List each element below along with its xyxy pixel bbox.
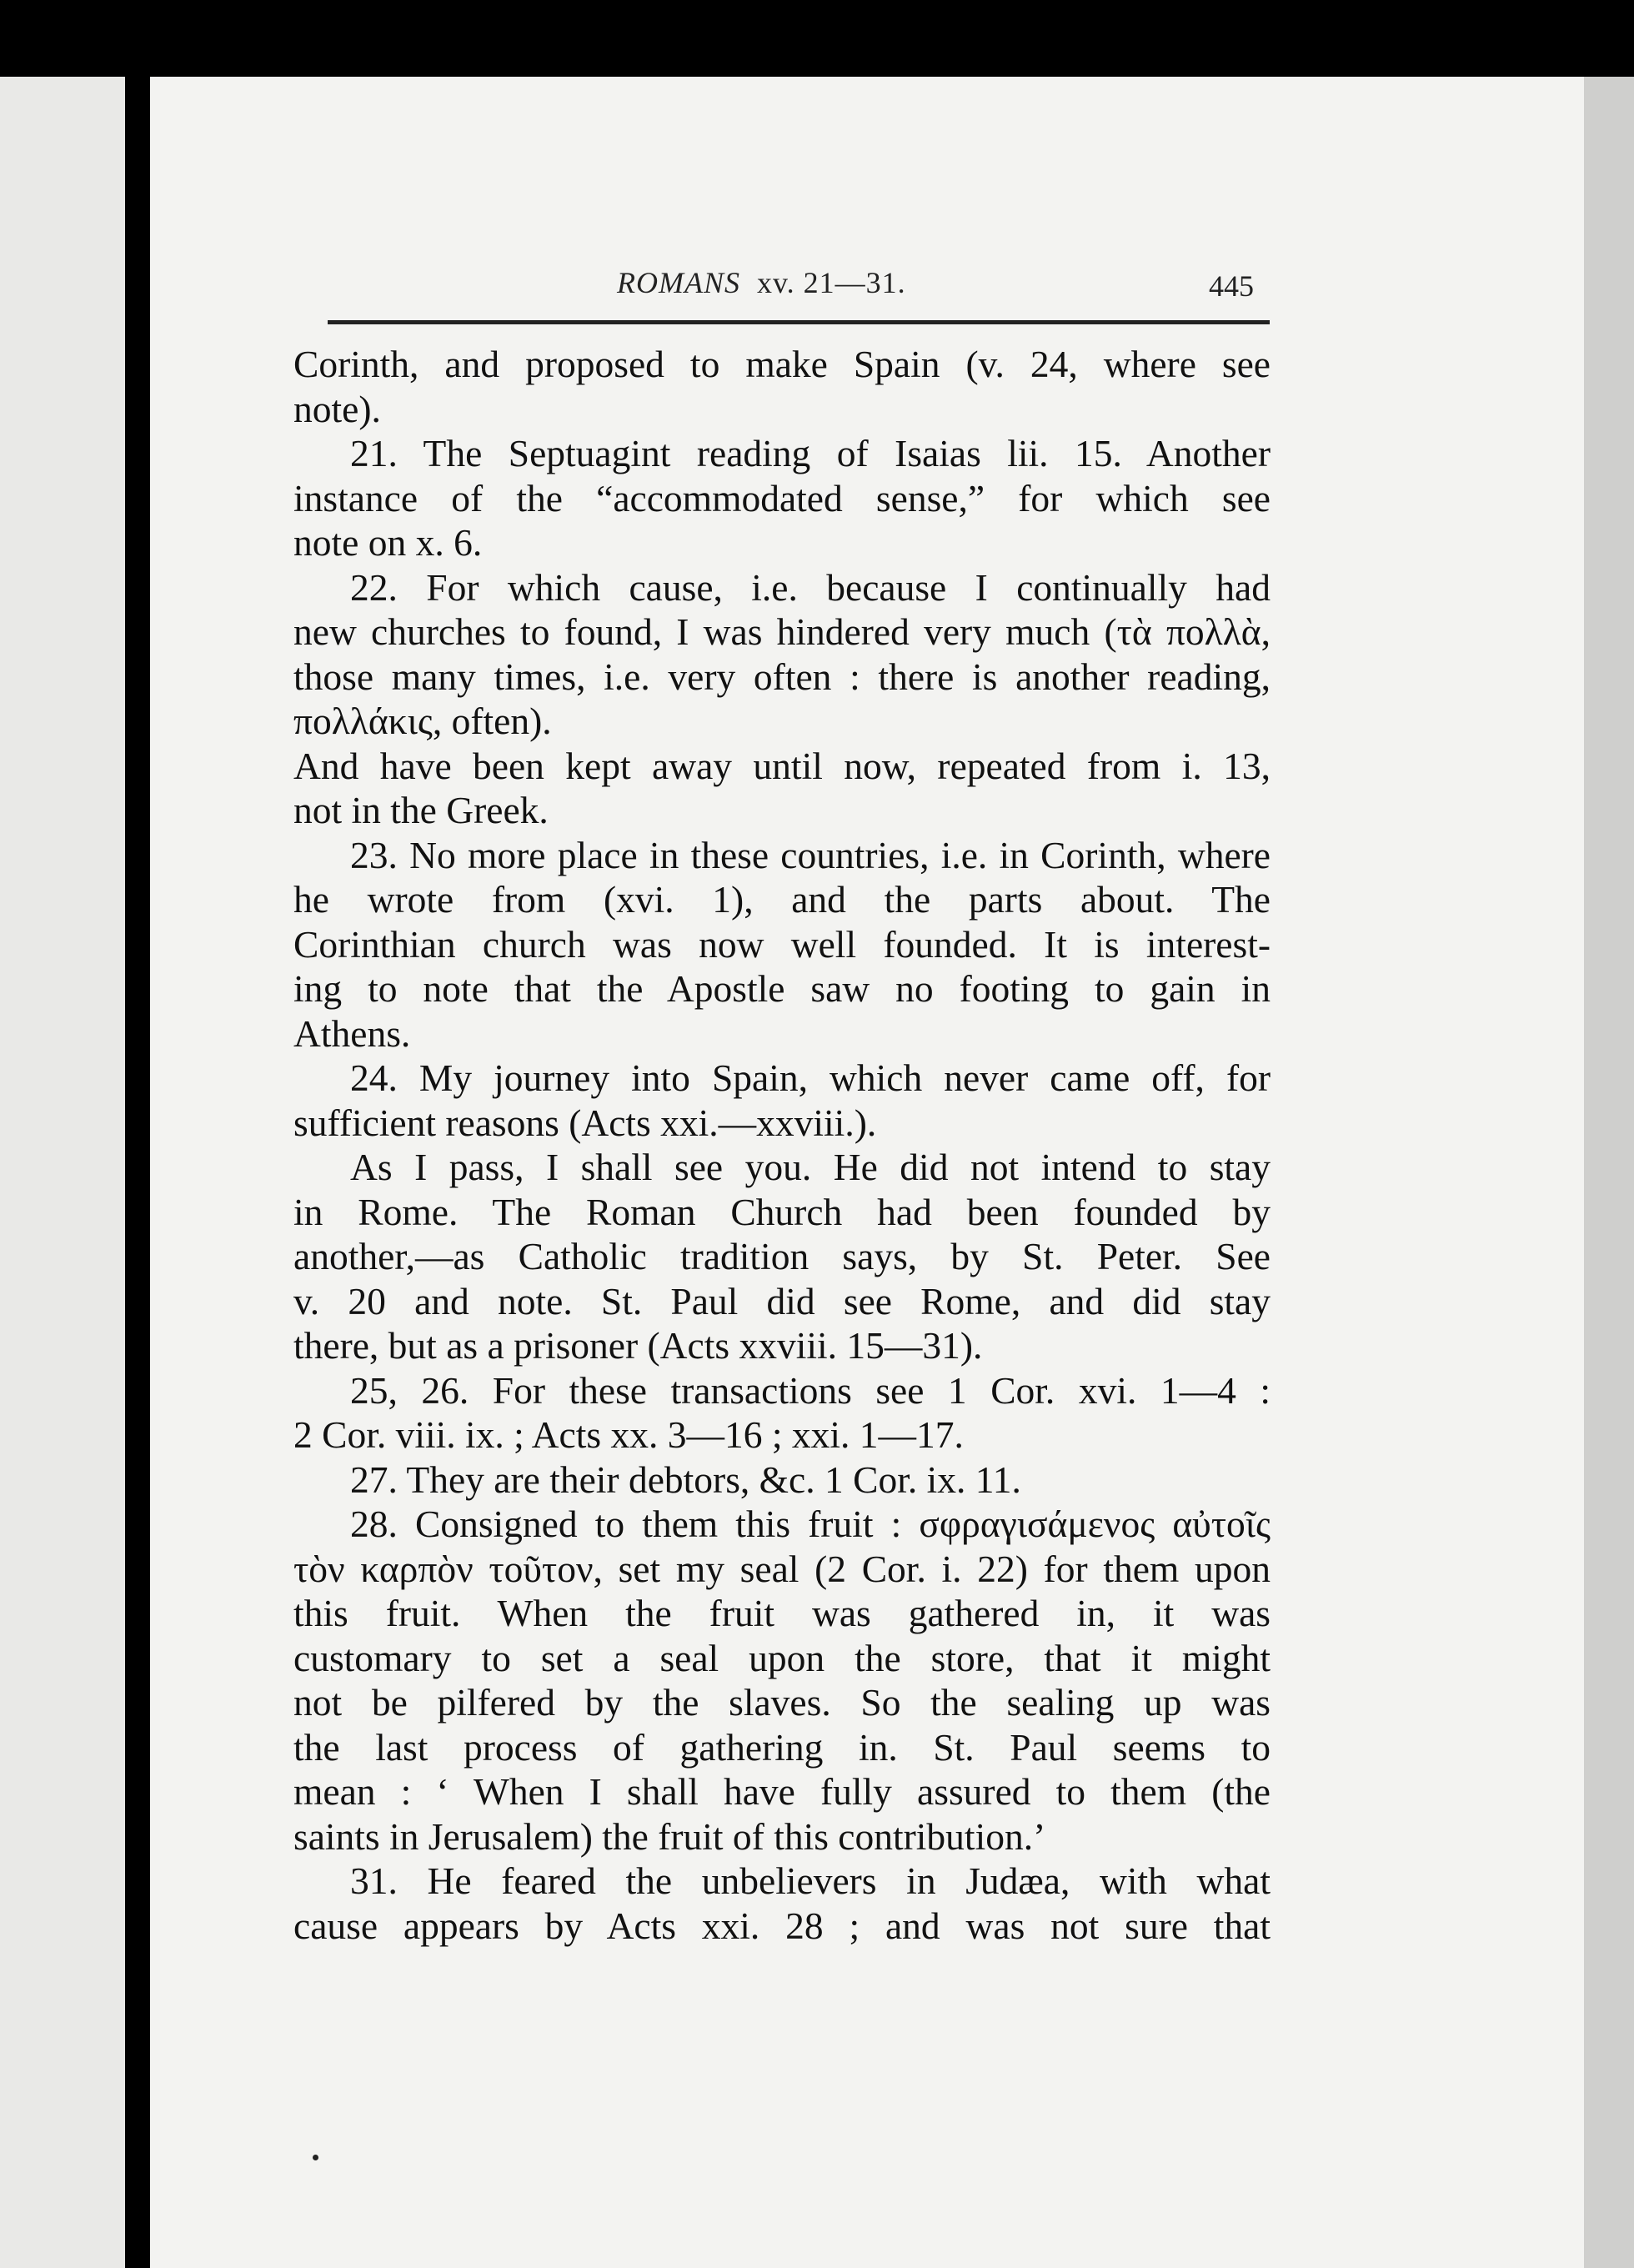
text-line: there, but as a prisoner (Acts xxviii. 15—31). [293, 1324, 983, 1367]
running-head-title [617, 265, 906, 300]
text-line: 23. No more place in these countries, i.e. in Corinth, where [350, 833, 1271, 876]
text-line: πολλάκις, often). [293, 700, 552, 742]
text-line: 27. They are their debtors, &c. 1 Cor. ix. 11. [350, 1458, 1021, 1501]
text-line: Corinthian church was now well founded. It is interest- [293, 922, 1271, 966]
text-line: mean : ‘ When I shall have fully assured to them (the [293, 1770, 1271, 1813]
text-line: note). [293, 387, 381, 430]
text-line: customary to set a seal upon the store, that it might [293, 1636, 1271, 1679]
text-line: 28. Consigned to them this fruit : σφραγισάμενος αὐτοῖς [350, 1503, 1271, 1545]
text-line: 31. He feared the unbelievers in Judæa, with what [350, 1859, 1271, 1902]
text-line: not be pilfered by the slaves. So the sealing up was [293, 1681, 1271, 1724]
text-line: those many times, i.e. very often : there is another reading, [293, 655, 1271, 698]
page-speck [313, 2155, 318, 2160]
text-line: cause appears by Acts xxi. 28 ; and was not sure that [293, 1904, 1271, 1947]
text-line: Corinth, and proposed to make Spain (v. 24, where see [293, 343, 1271, 385]
text-line: And have been kept away until now, repeated from i. 13, [293, 744, 1271, 787]
text-line: sufficient reasons (Acts xxi.—xxviii.). [293, 1101, 877, 1144]
text-line: v. 20 and note. St. Paul did see Rome, and did stay [293, 1279, 1271, 1322]
running-head [150, 265, 1584, 315]
text-line: he wrote from (xvi. 1), and the parts about. The [293, 878, 1271, 921]
text-line: ing to note that the Apostle saw no footing to gain in [293, 967, 1271, 1010]
text-line: another,—as Catholic tradition says, by St. Peter. See [293, 1235, 1271, 1277]
text-line: Athens. [293, 1011, 411, 1055]
text-line: 24. My journey into Spain, which never came off, for [350, 1056, 1271, 1099]
text-line: new churches to found, I was hindered very much (τὰ πολλὰ, [293, 610, 1271, 653]
chapter-range: xv. 21—31. [756, 266, 906, 299]
book-gutter [125, 77, 150, 2268]
scan-top-border [0, 0, 1634, 77]
text-line: saints in Jerusalem) the fruit of this contribution.’ [293, 1814, 1046, 1858]
text-line: 2 Cor. viii. ix. ; Acts xx. 3—16 ; xxi. 1—17. [293, 1413, 964, 1456]
book-title: ROMANS [617, 266, 740, 299]
text-line: 25, 26. For these transactions see 1 Cor. xvi. 1—4 : [350, 1368, 1271, 1412]
page-number: 445 [1209, 269, 1254, 303]
text-line: the last process of gathering in. St. Paul seems to [293, 1725, 1271, 1769]
commentary-text [293, 342, 1271, 1948]
page-right-edge [1584, 77, 1634, 2268]
text-line: τὸν καρπὸν τοῦτον, set my seal (2 Cor. i. 22) for them upon [293, 1547, 1271, 1590]
text-line: 21. The Septuagint reading of Isaias lii. 15. Another [350, 432, 1271, 474]
header-rule [328, 320, 1270, 324]
text-line: not in the Greek. [293, 789, 549, 831]
text-line: note on x. 6. [293, 521, 483, 564]
text-line: 22. For which cause, i.e. because I continually had [350, 565, 1271, 609]
facing-page-edge [0, 77, 125, 2268]
text-line: this fruit. When the fruit was gathered in, it was [293, 1592, 1271, 1634]
text-line: instance of the “accommodated sense,” for which see [293, 476, 1271, 519]
text-line: in Rome. The Roman Church had been founded by [293, 1190, 1271, 1233]
text-line: As I pass, I shall see you. He did not intend to stay [350, 1146, 1271, 1188]
